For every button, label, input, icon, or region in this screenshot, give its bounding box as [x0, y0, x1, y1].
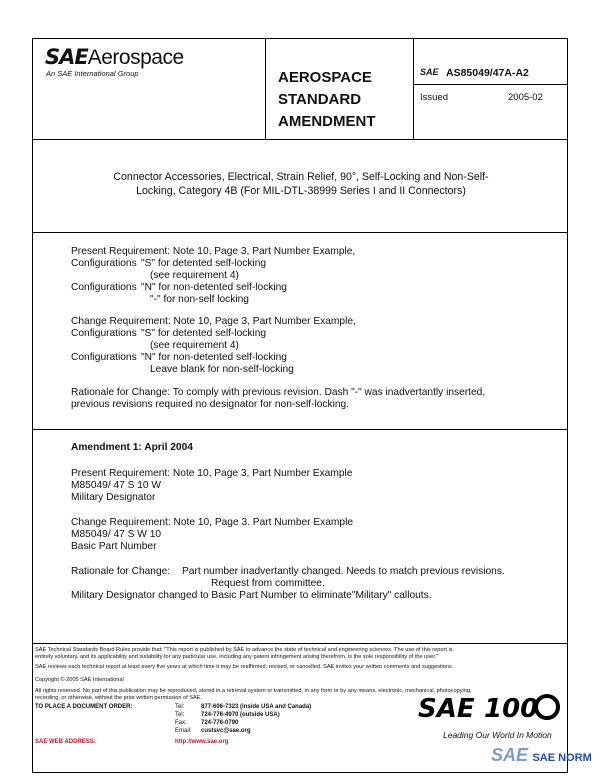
logo-100-number: 100	[484, 694, 539, 722]
rights-text-line-1: All rights reserved. No part of this publication may be reproduced, stored in a retrieval system or transmitted, in any form or by any means, electronic, mechanical, photocopying,	[35, 688, 472, 694]
rationale-label: Rationale for Change:	[71, 566, 171, 577]
policy-text-line-1: SAE Technical Standards Board Rules provide that: "This report is published by SAE to advance the state of technical and engineering sciences. The use of this report is	[35, 647, 453, 653]
review-text: SAE reviews each technical report at least every five years at which time it may be reaffirmed, revised, or cancelled. SAE invites your written comments and suggestions.	[35, 664, 454, 670]
tel-label: Tel:	[175, 704, 185, 710]
part-number-description: Military Designator	[71, 492, 156, 503]
document-header	[32, 38, 568, 140]
rationale-line-2: previous revisions required no designator for non-self-locking.	[71, 399, 350, 410]
issued-date: 2005-02	[508, 92, 543, 103]
amendment-body	[32, 232, 568, 644]
fax-number: 724-776-0790	[201, 720, 239, 726]
watermark-norm: SAE NORM	[532, 752, 592, 764]
rationale-line-1: Part number inadvertantly changed. Needs to match previous revisions.	[182, 566, 505, 577]
configuration-text: "S" for detented self-locking	[141, 328, 267, 339]
configurations-label: Configurations	[71, 352, 137, 363]
web-address-link[interactable]: http://www.sae.org	[175, 739, 229, 745]
subject-line-1: Connector Accessories, Electrical, Strain Relief, 90°, Self-Locking and Non-Self-	[113, 171, 489, 183]
change-requirement-heading: Change Requirement: Note 10, Page 3, Part Number Example,	[71, 316, 356, 327]
present-requirement-heading: Present Requirement: Note 10, Page 3, Part Number Example	[71, 468, 353, 479]
configuration-subtext: (see requirement 4)	[150, 340, 239, 351]
configurations-label: Configurations	[71, 258, 137, 269]
change-requirement-heading: Change Requirement: Note 10, Page 3. Part Number Example	[71, 517, 354, 528]
amendment-1-heading: Amendment 1: April 2004	[71, 442, 193, 453]
section-divider	[33, 429, 567, 430]
part-number-example: M85049/ 47 S W 10	[71, 529, 162, 540]
logo-tagline: An SAE International Group	[46, 69, 139, 78]
rationale-line-3: Military Designator changed to Basic Part Number to eliminate"Military" callouts.	[71, 590, 432, 601]
rationale-line-1: Rationale for Change: To comply with previous revision. Dash "-" was inadvertantly inserted,	[71, 387, 486, 398]
logo-brand: SAE	[45, 45, 88, 69]
configuration-text: "N" for non-detented self-locking	[141, 282, 287, 293]
email-label: Email:	[175, 728, 192, 734]
document-number-cell	[413, 39, 568, 139]
watermark-sae: SAE	[491, 745, 529, 765]
document-footer	[32, 643, 592, 773]
configuration-text: "N" for non-detented self-locking	[141, 352, 287, 363]
rights-text-line-2: recording, or otherwise, without the prior written permission of SAE.	[35, 695, 202, 701]
document-number: AS85049/47A-A2	[446, 67, 529, 79]
copyright-text: Copyright © 2005 SAE International	[35, 677, 124, 683]
title-line-2: STANDARD	[278, 91, 362, 108]
title-line-3: AMENDMENT	[278, 113, 376, 130]
configuration-text: "S" for detented self-locking	[141, 258, 267, 269]
divider	[414, 84, 567, 85]
issued-label: Issued	[420, 92, 448, 103]
tel-inside-usa: 877-606-7323 (inside USA and Canada)	[201, 704, 312, 710]
configurations-label: Configurations	[71, 282, 137, 293]
sae-mini-logo: SAE	[420, 67, 439, 77]
sae-aerospace-logo	[33, 39, 265, 139]
title-line-1: AEROSPACE	[278, 69, 372, 86]
sae-100-logo	[418, 692, 564, 722]
logo-product: Aerospace	[87, 46, 184, 69]
document-subject	[32, 139, 568, 233]
configuration-subtext: Leave blank for non-self-locking	[150, 364, 294, 375]
configuration-subtext: (see requirement 4)	[150, 270, 239, 281]
sae-norm-watermark	[491, 745, 592, 766]
configurations-label: Configurations	[71, 328, 137, 339]
tel-label: Tel:	[175, 712, 185, 718]
email-link[interactable]: custsvc@sae.org	[201, 728, 251, 734]
fax-label: Fax:	[175, 720, 187, 726]
document-type-title	[265, 39, 413, 139]
document-page	[32, 38, 592, 773]
part-number-description: Basic Part Number	[71, 541, 157, 552]
policy-text-line-2: entirely voluntary, and its applicability and suitability for any particular use, including any patent infringement arising therefrom, is the sole responsibility of the user."	[35, 654, 439, 660]
tel-outside-usa: 724-776-4970 (outside USA)	[201, 712, 280, 718]
part-number-example: M85049/ 47 S 10 W	[71, 480, 162, 491]
subject-line-2: Locking, Category 4B (For MIL-DTL-38999 Series I and II Connectors)	[136, 185, 466, 197]
rationale-line-2: Request from committee.	[211, 578, 325, 589]
configuration-subtext: "-" for non-self locking	[150, 294, 249, 305]
web-address-label: SAE WEB ADDRESS:	[35, 739, 96, 745]
logo-100-brand: SAE	[418, 694, 475, 722]
order-label: TO PLACE A DOCUMENT ORDER:	[35, 704, 133, 710]
sae-slogan: Leading Our World In Motion	[443, 730, 552, 740]
present-requirement-heading: Present Requirement: Note 10, Page 3, Part Number Example,	[71, 246, 356, 257]
